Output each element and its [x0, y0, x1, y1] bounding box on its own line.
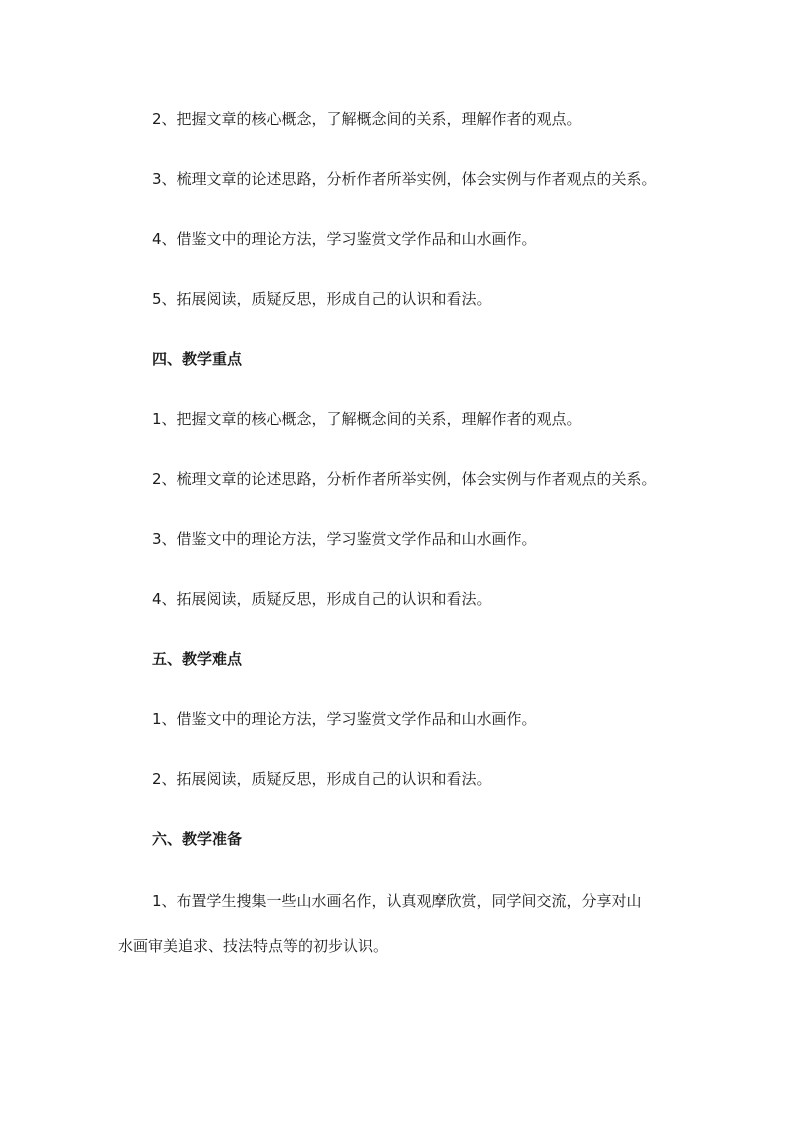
objective-item-5: 5、拓展阅读，质疑反思，形成自己的认识和看法。 — [152, 290, 492, 308]
objective-item-4: 4、借鉴文中的理论方法，学习鉴赏文学作品和山水画作。 — [152, 230, 537, 248]
section-heading-preparation: 六、教学准备 — [152, 830, 243, 848]
preparation-item-1-line-2: 水画审美追求、技法特点等的初步认识。 — [118, 937, 389, 955]
difficult-point-item-2: 2、拓展阅读，质疑反思，形成自己的认识和看法。 — [152, 770, 492, 788]
key-point-item-4: 4、拓展阅读，质疑反思，形成自己的认识和看法。 — [152, 590, 492, 608]
objective-item-3: 3、梳理文章的论述思路，分析作者所举实例，体会实例与作者观点的关系。 — [152, 170, 657, 188]
section-heading-difficult-points: 五、教学难点 — [152, 650, 243, 668]
key-point-item-1: 1、把握文章的核心概念，了解概念间的关系，理解作者的观点。 — [152, 410, 582, 428]
preparation-item-1-line-1: 1、布置学生搜集一些山水画名作，认真观摩欣赏，同学间交流，分享对山 — [152, 892, 642, 910]
key-point-item-2: 2、梳理文章的论述思路，分析作者所举实例，体会实例与作者观点的关系。 — [152, 470, 657, 488]
key-point-item-3: 3、借鉴文中的理论方法，学习鉴赏文学作品和山水画作。 — [152, 530, 537, 548]
difficult-point-item-1: 1、借鉴文中的理论方法，学习鉴赏文学作品和山水画作。 — [152, 710, 537, 728]
objective-item-2: 2、把握文章的核心概念，了解概念间的关系，理解作者的观点。 — [152, 110, 582, 128]
section-heading-key-points: 四、教学重点 — [152, 350, 243, 368]
